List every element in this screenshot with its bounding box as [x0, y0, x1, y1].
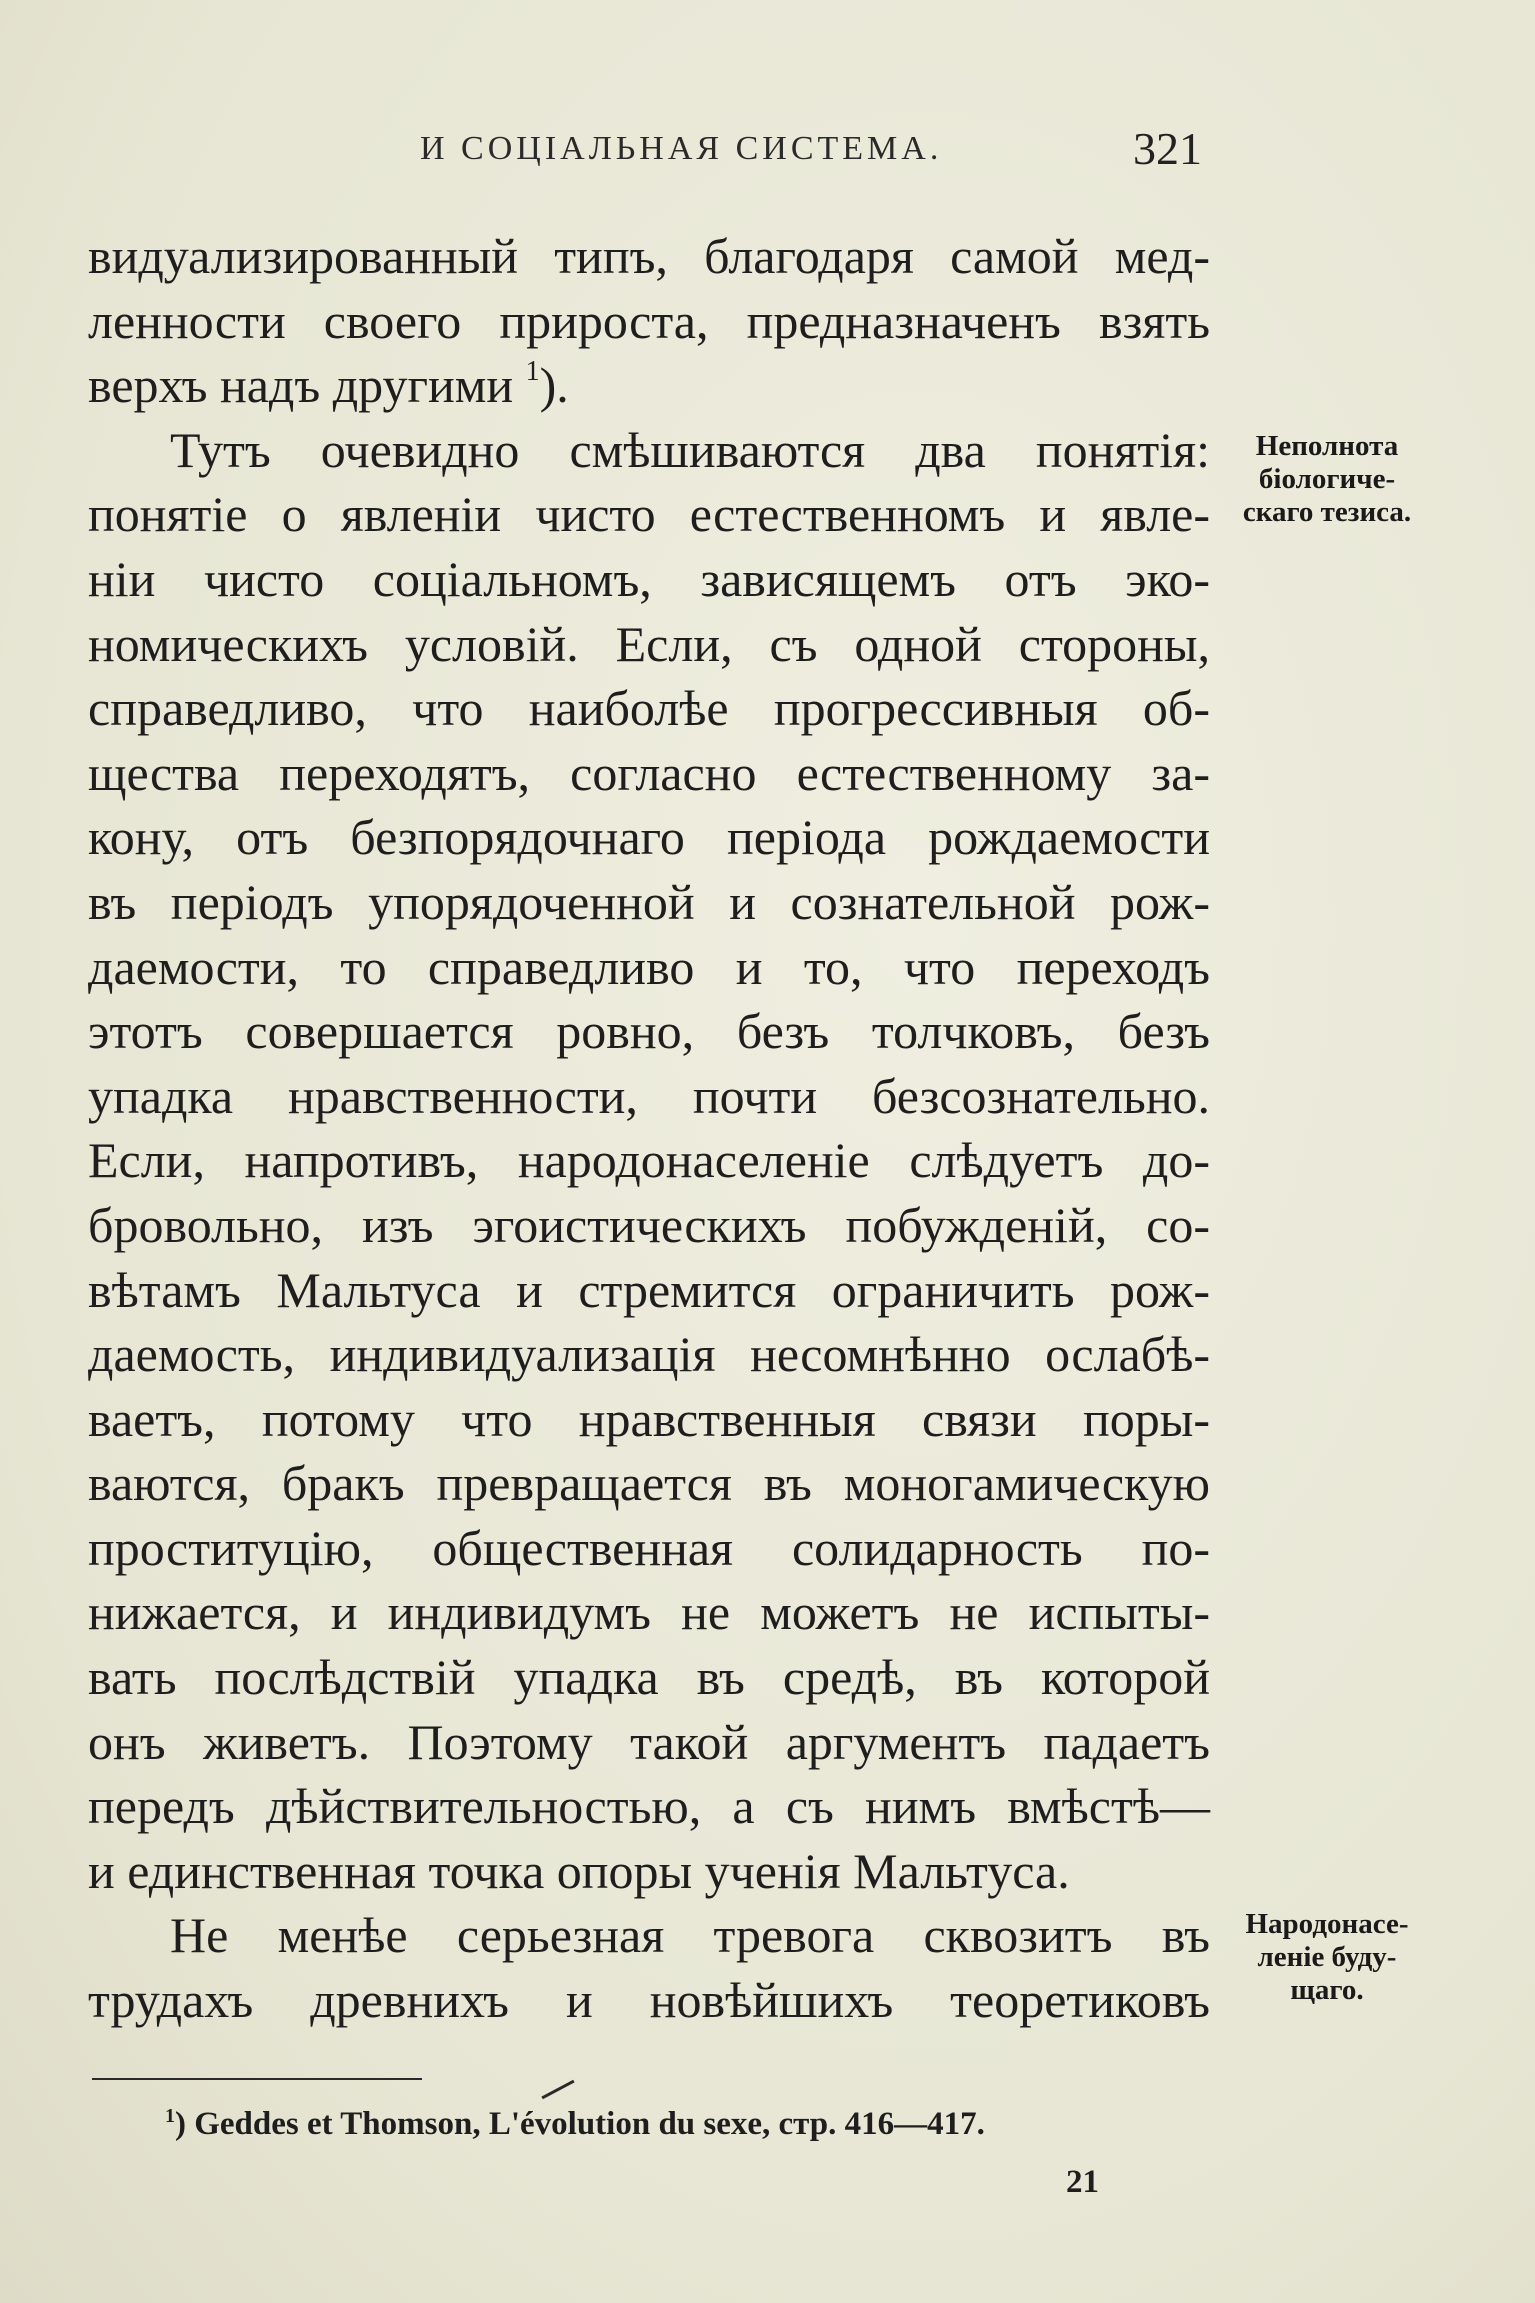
text-line: въ періодъ упорядоченной и сознательной рож-	[88, 873, 1210, 930]
text-line: бровольно, изъ эгоистическихъ побужденій, со-	[88, 1196, 1210, 1253]
marginal-note-line: Народонасе-	[1245, 1908, 1409, 1940]
text-line: щества переходятъ, согласно естественному за-	[88, 744, 1210, 801]
footnote-marker: 1	[165, 2105, 175, 2127]
printer-signature-mark: 21	[1066, 2164, 1099, 2200]
text-line-with-footnote	[88, 353, 1210, 418]
text-line-tail: ).	[539, 357, 569, 414]
text-line: проституцію, общественная солидарность по-	[88, 1519, 1210, 1576]
text-line: вѣтамъ Мальтуса и стремится ограничить рож-	[88, 1261, 1210, 1318]
text-line: ваются, бракъ превращается въ моногамическую	[88, 1455, 1210, 1512]
text-line: этотъ совершается ровно, безъ толчковъ, безъ	[88, 1003, 1210, 1060]
text-line: справедливо, что наиболѣе прогрессивныя об-	[88, 680, 1210, 737]
footnote-text: ) Geddes et Thomson, L'évolution du sexe, стр. 416—417.	[175, 2106, 985, 2142]
ink-mark	[541, 2080, 574, 2100]
marginal-note-line: біологиче-	[1258, 463, 1396, 495]
page-number: 321	[1133, 123, 1202, 174]
footnote	[165, 2106, 985, 2143]
text-line: видуализированный типъ, благодаря самой мед-	[88, 228, 1210, 284]
text-line: номическихъ условій. Если, съ одной стороны,	[88, 615, 1210, 672]
text-line: упадка нравственности, почти безсознательно.	[88, 1067, 1210, 1124]
text-line: даемости, то справедливо и то, что переходъ	[88, 938, 1210, 995]
body-text	[88, 224, 1210, 2033]
text-line: верхъ надъ другими	[88, 357, 514, 414]
text-line: Если, напротивъ, народонаселеніе слѣдуетъ до-	[88, 1132, 1210, 1189]
marginal-note-line: скаго тезиса.	[1242, 496, 1412, 528]
text-line: даемость, индивидуализація несомнѣнно ослабѣ-	[88, 1326, 1210, 1383]
marginal-note-future-population	[1222, 1908, 1432, 2007]
text-line: ленности своего прироста, предназначенъ взять	[88, 292, 1210, 349]
marginal-note-line: Неполнота	[1255, 430, 1399, 462]
marginal-note-line: щаго.	[1290, 1974, 1364, 2006]
text-line: трудахъ древнихъ и новѣйшихъ теоретиковъ	[88, 1972, 1210, 2029]
text-line: ваетъ, потому что нравственныя связи поры-	[88, 1390, 1210, 1447]
running-head	[90, 123, 1210, 186]
text-line: вать послѣдствій упадка въ средѣ, въ которой	[88, 1649, 1210, 1706]
footnote-separator	[92, 2078, 422, 2080]
running-title: И СОЦІАЛЬНАЯ СИСТЕМА.	[420, 130, 943, 167]
paragraph-start-line: Не менѣе серьезная тревога сквозитъ въ	[170, 1907, 1210, 1964]
marginal-note-line: леніе буду-	[1257, 1941, 1397, 1973]
text-line: кону, отъ безпорядочнаго періода рождаемости	[88, 809, 1210, 866]
text-line: ніи чисто соціальномъ, зависящемъ отъ эко-	[88, 550, 1210, 607]
footnote-reference: 1	[525, 356, 540, 388]
text-line: понятіе о явленіи чисто естественномъ и явле-	[88, 486, 1210, 543]
text-line: онъ живетъ. Поэтому такой аргументъ падаетъ	[88, 1713, 1210, 1770]
paragraph-start-line: Тутъ очевидно смѣшиваются два понятія:	[170, 421, 1210, 478]
paragraph-end-line: и единственная точка опоры ученія Мальтуса.	[88, 1842, 1070, 1899]
text-line: передъ дѣйствительностью, а съ нимъ вмѣстѣ—	[88, 1778, 1210, 1835]
marginal-note-incompleteness	[1222, 430, 1432, 529]
text-line: нижается, и индивидумъ не можетъ не испыты-	[88, 1584, 1210, 1641]
